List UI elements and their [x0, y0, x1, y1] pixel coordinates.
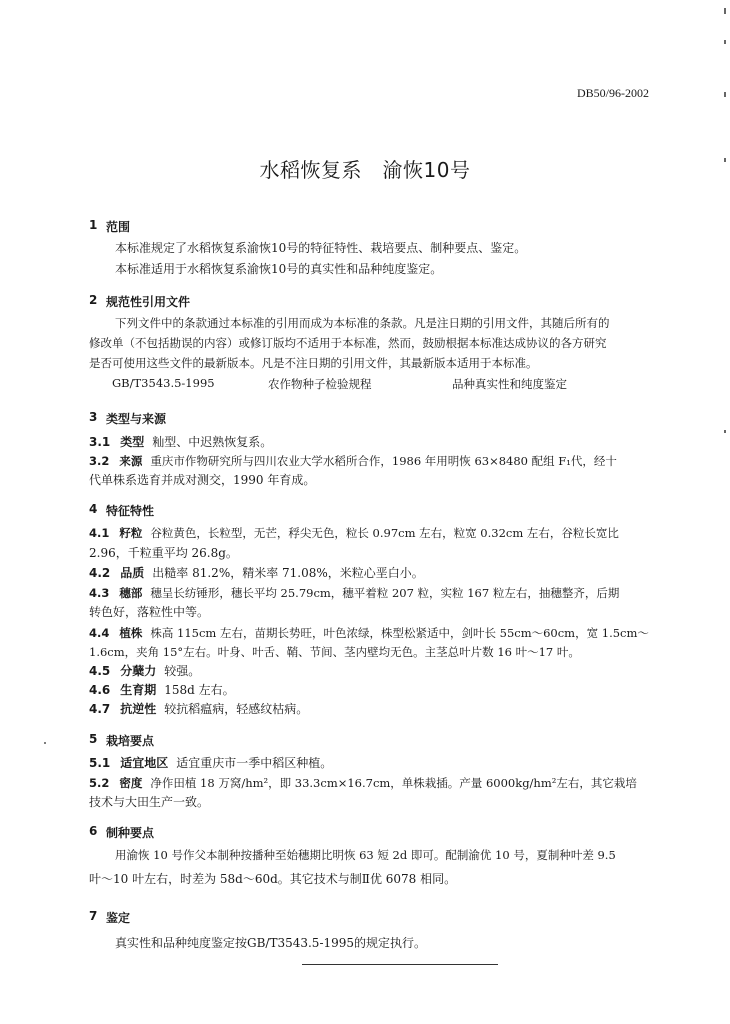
clause-text: 158d 左右。	[164, 683, 235, 697]
scan-speck	[44, 742, 46, 744]
document-number: DB50/96-2002	[577, 86, 649, 100]
clause-number: 3.1	[89, 435, 111, 449]
clause-term: 分蘖力	[120, 664, 157, 678]
clause-text: 穗呈长纺锤形，穗长平均 25.79cm，穗平着粒 207 粒，实粒 167 粒左右，抽穗整齐，后期	[150, 586, 620, 600]
clause-continuation: 转色好，落粒性中等。	[89, 605, 210, 619]
clause-number: 4.7	[89, 702, 111, 716]
clause-4-3	[89, 584, 619, 602]
section-6-title: 制种要点	[106, 826, 155, 840]
clause-text: 较强。	[164, 664, 201, 678]
reference-subtitle: 品种真实性和纯度鉴定	[452, 377, 567, 391]
clause-4-5	[89, 662, 200, 680]
clause-3-1	[89, 433, 272, 451]
clause-4-1	[89, 524, 619, 542]
clause-term: 籽粒	[119, 526, 143, 540]
clause-number: 4.6	[89, 683, 111, 697]
section-7-title: 鉴定	[106, 911, 131, 925]
section-4-title: 特征特性	[106, 504, 155, 518]
clause-text: 籼型、中迟熟恢复系。	[152, 435, 273, 449]
clause-term: 抗逆性	[120, 702, 157, 716]
paragraph-line: 修改单（不包括勘误的内容）或修订版均不适用于本标准，然而，鼓励根据本标准达成协议的各方研究	[89, 336, 607, 350]
clause-term: 适宜地区	[120, 756, 169, 770]
clause-4-2	[89, 564, 424, 582]
clause-number: 4.3	[89, 586, 110, 600]
clause-text: 株高 115cm 左右，苗期长势旺，叶色浓绿，株型松紧适中，剑叶长 55cm～60cm，宽 1.5cm～	[150, 626, 649, 640]
clause-number: 5.2	[89, 776, 110, 790]
paragraph-line: 叶～10 叶左右，时差为 58d～60d。其它技术与制Ⅱ优 6078 相同。	[89, 872, 457, 886]
paragraph-line: 本标准规定了水稻恢复系渝恢10号的特征特性、栽培要点、制种要点、鉴定。	[115, 241, 527, 255]
section-2-number: 2	[89, 293, 98, 307]
clause-number: 5.1	[89, 756, 111, 770]
clause-number: 3.2	[89, 454, 110, 468]
reference-code: GB/T3543.5-1995	[112, 376, 215, 390]
scan-edge-mark	[724, 430, 726, 433]
clause-4-4	[89, 624, 649, 642]
clause-term: 来源	[119, 454, 143, 468]
clause-continuation: 2.96，千粒重平均 26.8g。	[89, 546, 238, 560]
clause-text: 净作田植 18 万窝/hm²，即 33.3cm×16.7cm，单株栽插。产量 6000kg/hm²左右，其它栽培	[150, 776, 637, 790]
clause-continuation: 代单株系选育并成对测交，1990 年育成。	[89, 473, 316, 487]
section-1-title: 范围	[106, 220, 131, 234]
clause-text: 重庆市作物研究所与四川农业大学水稻所合作，1986 年用明恢 63×8480 配组 F₁代，经十	[150, 454, 617, 468]
clause-continuation: 1.6cm，夹角 15°左右。叶身、叶舌、鞘、节间、茎内壁均无色。主茎总叶片数 16 叶～17 叶。	[89, 645, 580, 659]
clause-number: 4.2	[89, 566, 111, 580]
clause-text: 谷粒黄色，长粒型，无芒，稃尖无色，粒长 0.97cm 左右，粒宽 0.32cm 左右，谷粒长宽比	[150, 526, 619, 540]
section-3-number: 3	[89, 410, 98, 424]
clause-text: 出糙率 81.2%，精米率 71.08%，米粒心垩白小。	[152, 566, 424, 580]
clause-term: 穗部	[119, 586, 143, 600]
clause-text: 适宜重庆市一季中稻区种植。	[176, 756, 333, 770]
section-1-number: 1	[89, 218, 98, 232]
clause-term: 品质	[120, 566, 145, 580]
section-5-number: 5	[89, 732, 98, 746]
clause-number: 4.5	[89, 664, 111, 678]
clause-number: 4.1	[89, 526, 110, 540]
scan-edge-mark	[724, 92, 726, 97]
section-3-title: 类型与来源	[106, 412, 167, 426]
reference-title: 农作物种子检验规程	[268, 377, 372, 391]
paragraph-line: 真实性和品种纯度鉴定按GB/T3543.5-1995的规定执行。	[115, 936, 427, 950]
clause-3-2	[89, 452, 617, 470]
document-title: 水稻恢复系 渝恢10号	[259, 158, 471, 182]
clause-4-6	[89, 681, 235, 699]
clause-5-1	[89, 754, 332, 772]
clause-term: 类型	[120, 435, 145, 449]
clause-term: 植株	[119, 626, 143, 640]
clause-term: 生育期	[120, 683, 157, 697]
section-5-title: 栽培要点	[106, 734, 155, 748]
end-rule	[302, 964, 498, 965]
paragraph-line: 是否可使用这些文件的最新版本。凡是不注日期的引用文件，其最新版本适用于本标准。	[89, 356, 538, 370]
clause-term: 密度	[119, 776, 143, 790]
paragraph-line: 本标准适用于水稻恢复系渝恢10号的真实性和品种纯度鉴定。	[115, 262, 443, 276]
clause-4-7	[89, 700, 308, 718]
clause-5-2	[89, 774, 637, 792]
section-2-title: 规范性引用文件	[106, 295, 191, 309]
section-4-number: 4	[89, 502, 98, 516]
scan-edge-mark	[724, 158, 726, 162]
section-7-number: 7	[89, 909, 98, 923]
clause-number: 4.4	[89, 626, 110, 640]
section-6-number: 6	[89, 824, 98, 838]
clause-text: 较抗稻瘟病，轻感纹枯病。	[164, 702, 309, 716]
scan-edge-mark	[724, 8, 726, 14]
paragraph-line: 用渝恢 10 号作父本制种按播种至始穗期比明恢 63 短 2d 即可。配制渝优 10 号，夏制种叶差 9.5	[115, 848, 616, 862]
clause-continuation: 技术与大田生产一致。	[89, 795, 210, 809]
paragraph-line: 下列文件中的条款通过本标准的引用而成为本标准的条款。凡是注日期的引用文件，其随后所有的	[115, 316, 610, 330]
scan-edge-mark	[724, 40, 726, 44]
